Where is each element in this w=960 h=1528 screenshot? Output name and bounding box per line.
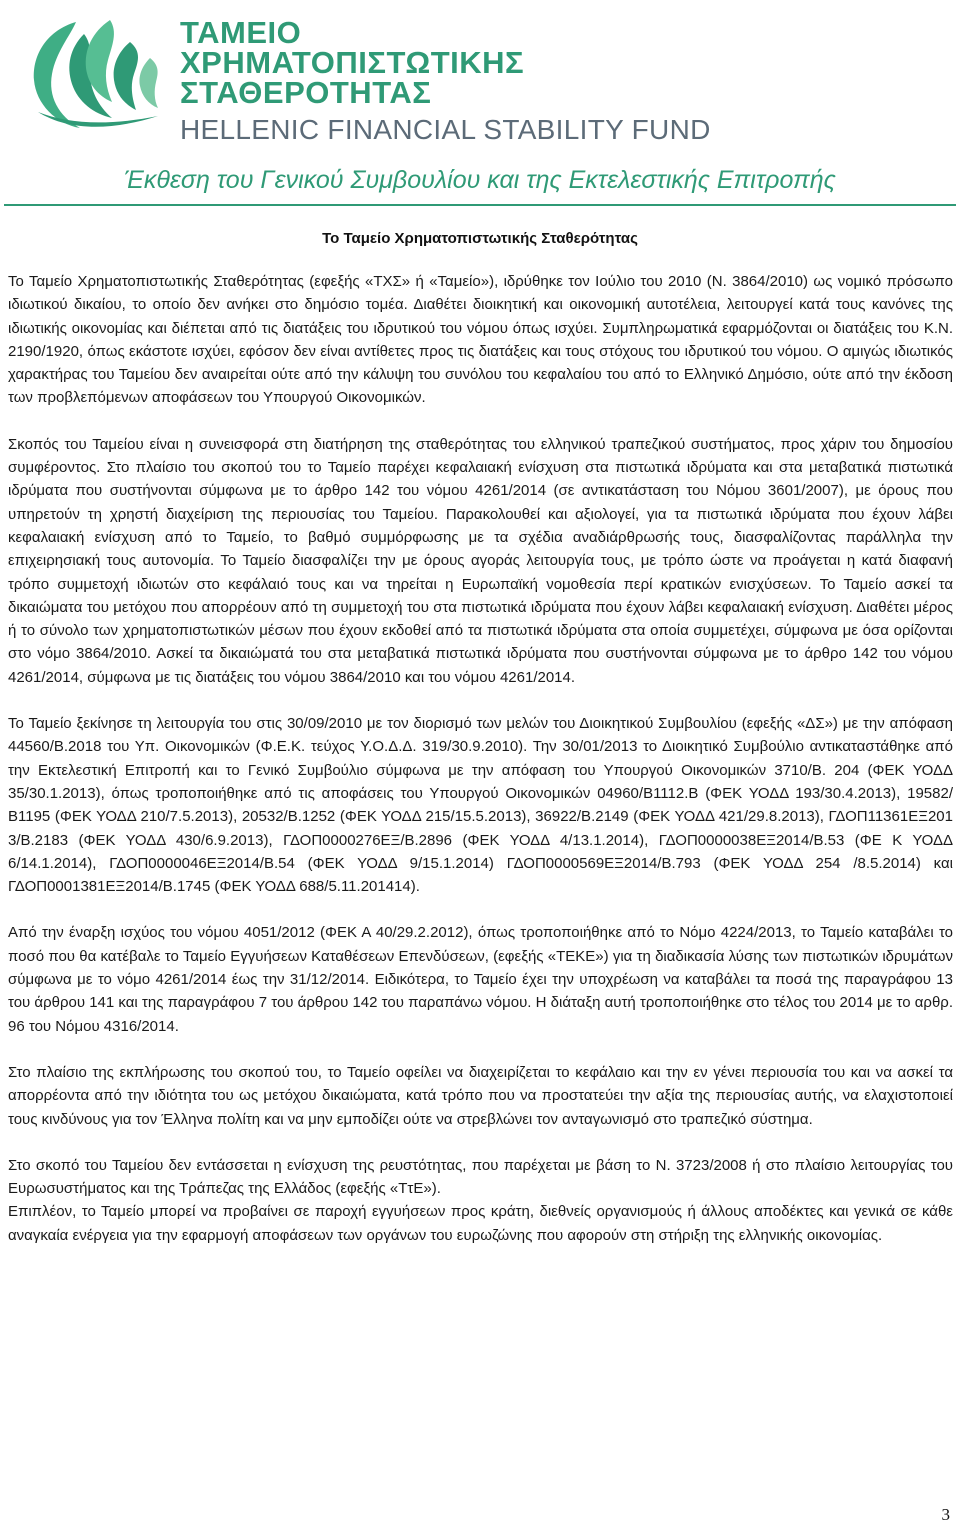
- paragraph-operation-start: Το Ταμείο ξεκίνησε τη λειτουργία του στις 30/09/2010 με τον διορισμό των μελών του Διοικητικού Συμβουλίου (εφεξής «ΔΣ») με την απόφαση 44560/Β.2018 του Υπ. Οικονομικών (Φ.Ε.Κ. τεύχος Υ.Ο.Δ.Δ. 319/30.9.2010). Την 30/01/2013 το Διοικητικό Συμβούλιο αντικαταστάθηκε από την Εκτελεστική Επιτροπή και το Γενικό Συμβούλιο σύμφωνα με την απόφαση του Υπουργού Οικονομικών 3710/Β. 204 (ΦΕΚ ΥΟΔΔ 35/30.1.2013), όπως τροποποιήθηκε από τις αποφάσεις του Υπουργού Οικονομικών 04960/Β1112.Β (ΦΕΚ ΥΟΔΔ 193/30.4.2013), 19582/Β1195 (ΦΕΚ ΥΟΔΔ 210/7.5.2013), 20532/Β.1252 (ΦΕΚ ΥΟΔΔ 215/15.5.2013), 36922/Β.2149 (ΦΕΚ ΥΟΔΔ 421/29.8.2013), ΓΔΟΠ11361ΕΞ201 3/Β.2183 (ΦΕΚ ΥΟΔΔ 430/6.9.2013), ΓΔΟΠ0000276ΕΞ/Β.2896 (ΦΕΚ ΥΟΔΔ 4/13.1.2014), ΓΔΟΠ0000038ΕΞ2014/Β.53 (ΦΕ Κ ΥΟΔΔ 6/14.1.2014), ΓΔΟΠ0000046ΕΞ2014/Β.54 (ΦΕΚ ΥΟΔΔ 9/15.1.2014) ΓΔΟΠ0000569ΕΞ2014/Β.793 (ΦΕΚ ΥΟΔΔ 254 /8.5.2014) και ΓΔΟΠ0001381ΕΞ2014/Β.1745 (ΦΕΚ ΥΟΔΔ 688/5.11.201414).: [8, 715, 953, 896]
- paragraph-purpose: Σκοπός του Ταμείου είναι η συνεισφορά στη διατήρηση της σταθερότητας του ελληνικού τραπεζικού συστήματος, προς χάριν του δημοσίου συμφέροντος. Στο πλαίσιο του σκοπού του το Ταμείο παρέχει κεφαλαιακή ενίσχυση στα πιστωτικά ιδρύματα και στα μεταβατικά πιστωτικά ιδρύματα που συστήνονται σύμφωνα με το άρθρο 142 του νόμου 4261/2014 (σε αντικατάσταση του Νόμου 3601/2007), με όρους που υπηρετούν τη χρηστή διαχείριση της περιουσίας του Ταμείου. Παρακολουθεί και αξιολογεί, για τα πιστωτικά ιδρύματα που έχουν λάβει κεφαλαιακή ενίσχυση από το Ταμείο, το βαθμό συμμόρφωσης με τα σχέδια αναδιάρθρωσής τους, διασφαλίζοντας παράλληλα την επιχειρησιακή τους αυτονομία. Το Ταμείο διασφαλίζει την με όρους αγοράς λειτουργία τους, με τρόπο ώστε να προάγεται η κατά διαφανή τρόπο συμμετοχή ιδιωτών στο κεφάλαιό τους και να τηρείται η Ευρωπαϊκή νομοθεσία περί κρατικών ενισχύσεων. Το Ταμείο ασκεί τα δικαιώματα του μετόχου που απορρέουν από τη συμμετοχή του στα πιστωτικά ιδρύματα που έχουν λάβει κεφαλαιακή ενίσχυση. Διαθέτει μέρος ή το σύνολο των χρηματοπιστωτικών μέσων που έχουν εκδοθεί από τα πιστωτικά ιδρύματα στα οποία συμμετέχει, σύμφωνα με όσα ορίζονται στο νόμο 3864/2010. Ασκεί τα δικαιώματά του στα μεταβατικά πιστωτικά ιδρύματα που συστήνονται σύμφωνα με το άρθρο 142 του νόμου 4261/2014, σύμφωνα με τις διατάξεις του νόμου 3864/2010 και του νόμου 4261/2014.: [8, 435, 953, 686]
- paragraph-liquidity: Στο σκοπό του Ταμείου δεν εντάσσεται η ενίσχυση της ρευστότητας, που παρέχεται με βάση το Ν. 3723/2008 ή στο πλαίσιο λειτουργίας του Ευρωσυστήματος και της Τράπεζας της Ελλάδος (εφεξής «ΤτΕ»).: [8, 1156, 953, 1198]
- report-title: Έκθεση του Γενικού Συμβουλίου και της Εκτελεστικής Επιτροπής: [124, 166, 836, 194]
- logo-line-2: ΧΡΗΜΑΤΟΠΙΣΤΩΤΙΚΗΣ: [180, 45, 525, 80]
- logo-wordmark: [180, 15, 711, 148]
- logo-english-name: HELLENIC FINANCIAL STABILITY FUND: [180, 114, 711, 145]
- section-heading: Το Ταμείο Χρηματοπιστωτικής Σταθερότητας: [322, 230, 638, 247]
- logo-line-3: ΣΤΑΘΕΡΟΤΗΤΑΣ: [180, 75, 432, 110]
- paragraph-resolution-funding: Από την έναρξη ισχύος του νόμου 4051/2012 (ΦΕΚ Α 40/29.2.2012), όπως τροποποιήθηκε από το Νόμο 4224/2013, το Ταμείο καταβάλει το ποσό που θα κατέβαλε το Ταμείο Εγγυήσεων Καταθέσεων Επενδύσεων, (εφεξής «ΤΕΚΕ») για τη διαδικασία λύσης των πιστωτικών ιδρυμάτων σύμφωνα με το νόμο 4261/2014 έως την 31/12/2014. Ειδικότερα, το Ταμείο έχει την υποχρέωση να καταβάλει τα ποσά της παραγράφου 13 του άρθρου 141 και της παραγράφου 7 του άρθρου 142 του παραπάνω νόμου. Η διάταξη αυτή τροποποιήθηκε στο τέλος του 2014 με το αρθρ. 96 του Νόμου 4316/2014.: [8, 924, 953, 1035]
- title-divider: [4, 204, 956, 206]
- paragraph-guarantees: Επιπλέον, το Ταμείο μπορεί να προβαίνει σε παροχή εγγυήσεων προς κράτη, διεθνείς οργανισμούς ή άλλους αποδέκτες και γενικά σε κάθε αναγκαία ενέργεια για την εφαρμογή αποφάσεων των οργάνων του ευρωζώνης που αφορούν στη στήριξη της ελληνικής οικονομίας.: [8, 1203, 953, 1244]
- page-number: 3: [941, 1505, 950, 1524]
- page-header: [10, 6, 950, 145]
- document-body: [8, 270, 953, 1247]
- paragraph-legal-status: Το Ταμείο Χρηματοπιστωτικής Σταθερότητας (εφεξής «ΤΧΣ» ή «Ταμείο»), ιδρύθηκε τον Ιούλιο του 2010 (Ν. 3864/2010) ως νομικό πρόσωπο ιδιωτικού δικαίου, το οποίο δεν ανήκει στο δημόσιο τομέα. Διαθέτει διοικητική και οικονομική αυτοτέλεια, λειτουργεί κατά τους κανόνες της ιδιωτικής οικονομίας και διέπεται από τις διατάξεις του ιδρυτικού του νόμου όπως ισχύει. Συμπληρωματικά εφαρμόζονται οι διατάξεις του Κ.Ν. 2190/1920, όπως εκάστοτε ισχύει, εφόσον δεν είναι αντίθετες προς τις διατάξεις και τους στόχους του ιδρυτικού του νόμου. Ο αμιγώς ιδιωτικός χαρακτήρας του Ταμείου δεν αναιρείται ούτε από την κάλυψη του συνόλου του κεφαλαίου του από το Ελληνικό Δημόσιο, ούτε από την έκδοση των προβλεπόμενων αποφάσεων του Υπουργού Οικονομικών.: [8, 273, 953, 407]
- logo-line-1: ΤΑΜΕΙΟ: [180, 15, 302, 50]
- hfsf-leaf-icon: [18, 12, 168, 132]
- paragraph-asset-management: Στο πλαίσιο της εκπλήρωσης του σκοπού του, το Ταμείο οφείλει να διαχειρίζεται το κεφάλαιο και την εν γένει περιουσία του και να ασκεί τα απορρέοντα από την ιδιότητα του ως μετόχου δικαιώματα, κατά τρόπο που να προστατεύει την αξία της περιουσίας αυτής, να ελαχιστοποιεί τους κινδύνους για τον Έλληνα πολίτη και να μην εμποδίζει ούτε να στρεβλώνει τον ανταγωνισμό στο τραπεζικό σύστημα.: [8, 1063, 953, 1128]
